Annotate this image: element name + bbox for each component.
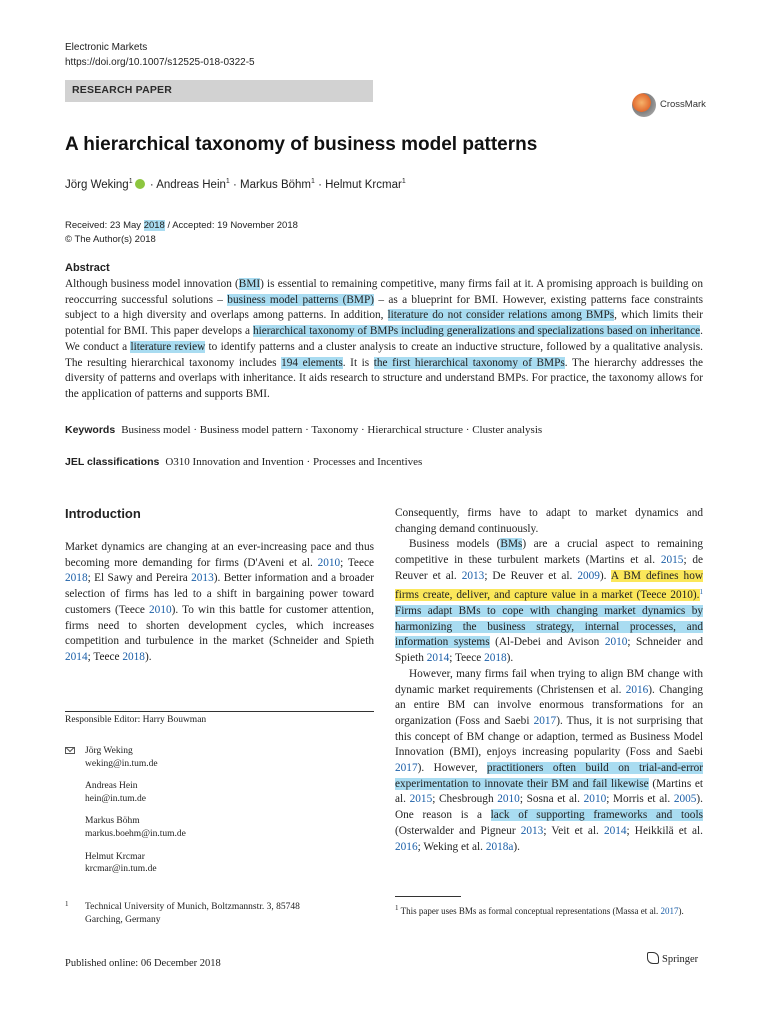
citation-link[interactable]: 2015: [409, 793, 433, 806]
publisher-logo: [647, 952, 698, 965]
crossmark-badge[interactable]: [632, 93, 742, 119]
text-run: ).: [513, 840, 521, 853]
text-run: ; Morris et al.: [606, 793, 674, 806]
paper-title: A hierarchical taxonomy of business model patterns: [65, 134, 538, 155]
text-run: ; Sosna et al.: [519, 793, 584, 806]
text-run: . We conduct a: [65, 325, 703, 353]
affiliation-mark: 1: [225, 178, 230, 185]
footnote-end: ).: [678, 906, 684, 916]
text-run: Market dynamics are changing at an ever-increasing pace and thus becoming more demanding for firms (D'Aveni et al.: [65, 541, 374, 569]
citation-link[interactable]: 2016: [395, 840, 418, 853]
intro-left-paragraph: [65, 540, 374, 666]
text-run: ). To win this battle for customer attention, firms need to shorten development cycles, which increases competition and turbulence in the market (Schneider and Spieth: [65, 603, 374, 648]
text-run: ).: [144, 650, 152, 663]
citation-link[interactable]: 2009: [577, 569, 600, 582]
publisher-name: Springer: [662, 954, 699, 965]
text-run: Consequently, firms have to adapt to market dynamics and changing demand continuously.: [395, 507, 703, 535]
text-run: ). Better information and a broader selection of firms has led to a shift in bargaining power toward customers (Teece: [65, 572, 375, 616]
citation-link[interactable]: 2014: [603, 824, 627, 837]
footnote: [395, 902, 703, 917]
keyword: Business model: [121, 424, 191, 436]
affiliation-mark: 1: [128, 178, 133, 185]
text-run: ; Heikkilä et al.: [626, 824, 703, 837]
text-run: ; Veit et al.: [543, 824, 604, 837]
text-run: ).: [506, 652, 514, 665]
text-run: . It is: [342, 356, 374, 369]
received-year: 2018: [143, 220, 165, 231]
text-run: . The hierarchy addresses the diversity of patterns and overlaps with inheritance. It aids research to structure and understand BMPs. For practice, the taxonomy allows for the application of patterns and supports BMI.: [65, 356, 704, 400]
envelope-icon: [65, 747, 75, 754]
highlight: hierarchical taxonomy of BMPs including generalizations and specializations based on inheritance: [252, 325, 701, 338]
text-run: ). Thus, it is not surprising that this concept of BM change or adaption, termed as Business Model Innovation (BMI), enjoys increasing popularity (Foss and Saebi: [395, 714, 704, 759]
text-run: Business models (: [409, 538, 501, 551]
text-run: ; de Reuver et al.: [395, 554, 703, 582]
citation-link[interactable]: 2010: [149, 603, 172, 616]
contact-entry: [65, 815, 374, 840]
contact-name: Helmut Krcmar: [85, 851, 145, 862]
doi-link[interactable]: https://doi.org/10.1007/s12525-018-0322-5: [65, 57, 255, 68]
footnote-divider: [395, 896, 461, 897]
abstract-body: [65, 277, 703, 403]
keyword: Business model pattern: [199, 424, 303, 436]
citation-link[interactable]: 2016: [625, 683, 649, 696]
accepted-date: / Accepted: 19 November 2018: [164, 220, 298, 231]
author-name[interactable]: Markus Böhm: [240, 178, 311, 191]
received-accepted-dates: [65, 219, 298, 233]
text-run: ; Teece: [87, 650, 123, 663]
copyright-notice: © The Author(s) 2018: [65, 234, 156, 245]
text-run: ) is essential to remaining competitive, many firms fail at it. A promising approach is building on reoccurring successful solutions –: [65, 278, 703, 306]
highlight: practitioners often build on trial-and-error experimentation to innovate their BM and fail likewise: [395, 762, 704, 790]
crossmark-icon: [632, 93, 656, 117]
keyword: Hierarchical structure: [367, 424, 464, 436]
text-run: ; Teece: [340, 556, 374, 569]
author-list: Jörg Weking$^1$ · Andreas Hein$^1$ · Markus Böhm$^1$ · Helmut Krcmar$^1$: [65, 178, 406, 191]
author-name[interactable]: Jörg Weking: [65, 178, 129, 191]
author-contacts: [65, 745, 374, 886]
citation-link[interactable]: 2018a: [485, 840, 514, 853]
highlight: BMI: [238, 278, 261, 290]
citation-link[interactable]: 2018: [122, 650, 145, 663]
springer-horse-icon: [647, 952, 659, 964]
citation-link[interactable]: 2013: [520, 824, 544, 837]
citation-link[interactable]: 2018: [65, 572, 88, 585]
contact-name: Andreas Hein: [85, 781, 138, 792]
paragraph: [395, 537, 703, 666]
citation-link[interactable]: 2014: [65, 650, 88, 663]
contact-name: Markus Böhm: [85, 816, 140, 827]
text-run: ). Changing an entire BM can involve enormous transformations for an organization (Foss and Saebi: [395, 683, 703, 727]
affiliation-mark: 1: [65, 900, 69, 908]
keywords-label: Keywords: [65, 424, 116, 436]
highlight: 194 elements: [281, 356, 343, 369]
keyword: O310 Innovation and Invention: [165, 456, 304, 468]
text-run: ; Schneider and Spieth: [395, 636, 703, 665]
text-run: ). However,: [417, 762, 487, 775]
highlight: A BM defines how firms create, deliver, and capture value in a market (Teece 2010).: [395, 569, 704, 602]
affiliation-mark: 1: [401, 178, 406, 185]
contact-name: Jörg Weking: [85, 746, 133, 756]
intro-right-column: [395, 506, 703, 855]
citation-link[interactable]: 2013: [461, 569, 485, 582]
divider: [65, 711, 374, 712]
contact-entry: [65, 780, 374, 805]
citation-link[interactable]: 2010: [317, 556, 341, 569]
contact-entry: [65, 851, 374, 876]
section-label: RESEARCH PAPER: [72, 84, 173, 96]
text-run: (Al-Debei and Avison: [489, 636, 605, 649]
affiliation-text: Technical University of Munich, Boltzmannstr. 3, 85748 Garching, Germany: [85, 902, 300, 925]
journal-name: Electronic Markets: [65, 42, 148, 53]
highlight: lack of supporting frameworks and tools: [490, 809, 703, 822]
highlight: literature review: [130, 340, 206, 353]
text-run: – as a blueprint for BMI. However, existing patterns face constraints subject to a high diversity and overlaps among patterns. In addition,: [65, 293, 703, 322]
contact-email[interactable]: markus.boehm@in.tum.de: [85, 828, 186, 839]
citation-link[interactable]: 2010: [497, 793, 520, 806]
paragraph: [395, 667, 703, 855]
received-date: Received: 23 May: [65, 220, 144, 231]
citation-link[interactable]: 2017: [660, 906, 679, 916]
keywords-line: [65, 424, 542, 436]
highlight: literature do not consider relations among BMPs: [387, 309, 615, 322]
text-run: ) are a crucial aspect to remaining competitive in these turbulent markets (Martins et al.: [395, 538, 703, 567]
text-run: ; El Sawy and Pereira: [87, 572, 192, 585]
published-date: Published online: 06 December 2018: [65, 958, 221, 969]
text-run: ; Teece: [449, 652, 485, 665]
author-name[interactable]: Andreas Hein: [156, 178, 226, 191]
citation-link[interactable]: 2010: [604, 636, 628, 649]
citation-link[interactable]: 2017: [395, 762, 418, 775]
contact-email[interactable]: hein@in.tum.de: [85, 793, 146, 804]
abstract-heading: Abstract: [65, 262, 110, 274]
highlight: Firms adapt BMs to cope with changing market dynamics by harmonizing the business strategy, internal processes, and information systems: [395, 604, 703, 649]
text-run: ).: [599, 569, 611, 582]
text-run: , which limits their potential for BMI. This paper develops a: [65, 309, 704, 338]
contact-email[interactable]: krcmar@in.tum.de: [85, 864, 157, 875]
contact-email[interactable]: weking@in.tum.de: [85, 758, 158, 769]
text-run: ). One reason is a: [395, 793, 703, 822]
keywords-list: Business model · Business model pattern · Taxonomy · Hierarchical structure · Cluster analysis: [121, 424, 543, 436]
highlight: BMs: [500, 538, 523, 551]
paragraph: [395, 506, 703, 537]
keyword: Cluster analysis: [472, 424, 543, 436]
text-run: However, many firms fail when trying to align BM change with dynamic market requirements (Christensen et al.: [395, 667, 703, 696]
text-run: (Martins et al.: [395, 777, 703, 806]
citation-link[interactable]: 2018: [484, 652, 507, 665]
footnote-mark: 1: [395, 904, 399, 912]
citation-link[interactable]: 2015: [660, 554, 684, 567]
orcid-icon[interactable]: [135, 179, 145, 189]
highlight: the first hierarchical taxonomy of BMPs: [373, 356, 565, 369]
jel-list: O310 Innovation and Invention · Processes and Incentives: [165, 456, 423, 468]
author-name[interactable]: Helmut Krcmar: [325, 178, 402, 191]
highlight: business model patterns (BMP): [227, 293, 374, 306]
text-run: Although business model innovation (: [65, 278, 239, 290]
text-run: ; De Reuver et al.: [484, 569, 578, 582]
footnote-ref[interactable]: 1: [699, 587, 703, 596]
keyword: Taxonomy: [311, 424, 359, 436]
contact-entry: [65, 745, 374, 770]
jel-line: [65, 456, 422, 468]
affiliation-mark: 1: [310, 178, 315, 185]
citation-link[interactable]: 2005: [673, 793, 697, 806]
jel-label: JEL classifications: [65, 456, 160, 468]
citation-link[interactable]: 2013: [191, 572, 214, 585]
footnote-text: This paper uses BMs as formal conceptual representations (Massa et al.: [398, 906, 661, 916]
crossmark-label: CrossMark: [660, 99, 706, 110]
citation-link[interactable]: 2010: [583, 793, 607, 806]
section-heading-introduction: Introduction: [65, 506, 141, 521]
citation-link[interactable]: 2014: [426, 652, 450, 665]
text-run: to identify patterns and a cluster analysis to create an inductive structure, followed by a qualitative analysis. The resulting hierarchical taxonomy includes: [65, 340, 703, 369]
keyword: Processes and Incentives: [312, 456, 423, 468]
text-run: (Osterwalder and Pigneur: [395, 824, 521, 837]
text-run: ; Chesbrough: [432, 793, 498, 806]
responsible-editor: Responsible Editor: Harry Bouwman: [65, 715, 207, 725]
text-run: ; Weking et al.: [417, 840, 486, 853]
citation-link[interactable]: 2017: [533, 714, 557, 727]
